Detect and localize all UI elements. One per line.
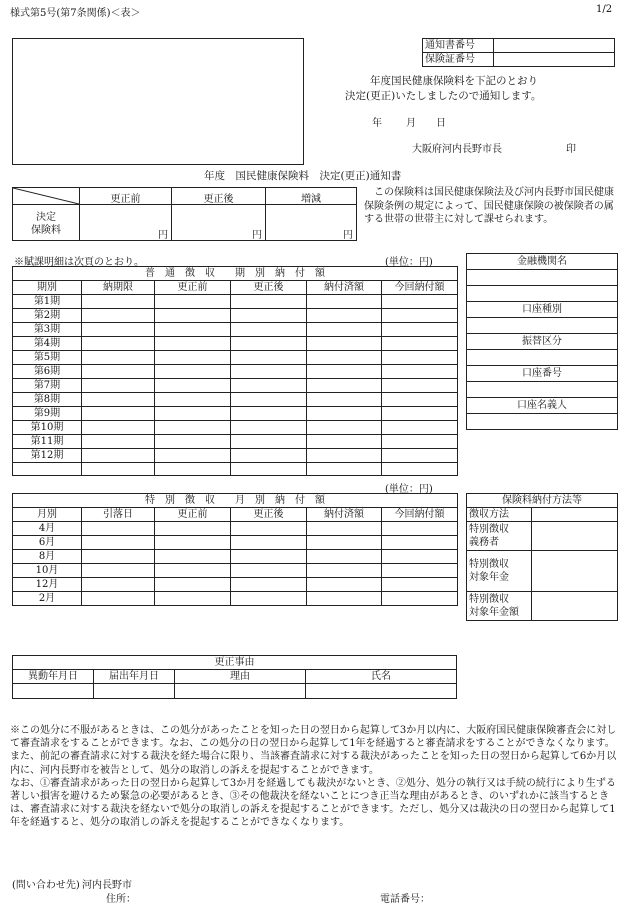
normal-cell (82, 379, 155, 393)
normal-cell (82, 407, 155, 421)
special-cell (307, 550, 382, 564)
special-row (13, 550, 458, 564)
contact-address-label: 住所： (106, 894, 136, 905)
explanation-text: この保険料は国民健康保険法及び河内長野市国民健康保険条例の規定によって、国民健康保険の被保険者の属する世帯の世帯主に対して課せられます。 (364, 187, 614, 225)
correction-title: 更正事由 (13, 656, 457, 670)
normal-cell (307, 337, 382, 351)
normal-header-before: 更正前 (155, 281, 231, 295)
insurance-number-label: 保険証番号 (423, 53, 494, 67)
normal-cell (307, 309, 382, 323)
summary-table (12, 187, 357, 241)
bank-name-value-2 (467, 286, 618, 302)
normal-header-due: 納期限 (82, 281, 155, 295)
contact-label: (問い合わせ先) (12, 880, 80, 891)
normal-cell (155, 463, 231, 476)
summary-header-after: 更正後 (203, 194, 234, 205)
appeal-paragraph-2: なお、①審査請求があった日の翌日から起算して3か月を経過しても裁決がないとき、②処分、処分の執行又は手続の続行により生ずる著しい損害を避けるため緊急の必要があるとき、③その他裁決を経ないことにつき正当な理由があるとき、のいずれかに該当するときは、審査請求に対する裁決を経ないで処分の取消しの訴えを提起することができます。ただし、処分又は裁決の日の翌日から起算して1年を経過すると、処分の取消しの訴えを提起することができなくなります。 (10, 777, 616, 829)
normal-cell (155, 421, 231, 435)
normal-cell (231, 379, 307, 393)
bank-account-number-label: 口座番号 (467, 366, 618, 382)
normal-period-label: 第1期 (13, 295, 82, 309)
special-header-before: 更正前 (155, 508, 231, 522)
issuer: 大阪府河内長野市長 (412, 144, 502, 155)
normal-cell (382, 323, 458, 337)
normal-cell (382, 421, 458, 435)
normal-row (13, 449, 458, 463)
bank-transfer-label: 振替区分 (467, 334, 618, 350)
normal-cell (231, 435, 307, 449)
special-cell (155, 564, 231, 578)
normal-cell (307, 365, 382, 379)
normal-cell (155, 435, 231, 449)
normal-row (13, 379, 458, 393)
normal-cell (382, 449, 458, 463)
date-year: 年 (372, 118, 382, 129)
summary-header-before: 更正前 (110, 194, 141, 205)
normal-period-label: 第8期 (13, 393, 82, 407)
normal-period-label: 第6期 (13, 365, 82, 379)
normal-row (13, 393, 458, 407)
normal-cell (382, 337, 458, 351)
payment-method-value-4 (532, 592, 618, 621)
payment-method-row-3: 特別徴収 対象年金 (467, 551, 532, 592)
special-cell (82, 522, 155, 536)
special-header-current: 今回納付額 (382, 508, 458, 522)
normal-cell (307, 449, 382, 463)
bank-table (466, 253, 618, 430)
special-period-label: 4月 (13, 522, 82, 536)
special-cell (155, 592, 231, 606)
special-cell (307, 578, 382, 592)
normal-title: 普 通 徴 収 期 別 納 付 額 (13, 267, 458, 281)
normal-period-label: 第3期 (13, 323, 82, 337)
payment-method-value-2 (532, 522, 618, 551)
normal-cell (155, 407, 231, 421)
bank-holder-label: 口座名義人 (467, 398, 618, 414)
special-cell (82, 592, 155, 606)
notice-number-label: 通知書番号 (423, 39, 494, 53)
payment-method-value-3 (532, 551, 618, 592)
correction-header-name: 氏名 (306, 670, 457, 684)
contact-org: 河内長野市 (82, 880, 132, 891)
summary-row-label-1: 決定 (36, 212, 56, 223)
normal-cell (82, 421, 155, 435)
normal-cell (382, 463, 458, 476)
special-row (13, 564, 458, 578)
normal-header-paid: 納付済額 (307, 281, 382, 295)
summary-unit-before: 円 (158, 230, 168, 241)
bank-account-number-value (467, 382, 618, 398)
special-row (13, 578, 458, 592)
intro-line-2: 決定(更正)いたしましたので通知します。 (345, 90, 542, 102)
special-period-label: 2月 (13, 592, 82, 606)
normal-period-label: 第4期 (13, 337, 82, 351)
normal-cell (382, 379, 458, 393)
payment-method-title: 保険料納付方法等 (467, 494, 618, 508)
normal-cell (307, 407, 382, 421)
normal-period-label: 第5期 (13, 351, 82, 365)
correction-cell-4 (306, 684, 457, 699)
special-cell (382, 550, 458, 564)
special-period-label: 8月 (13, 550, 82, 564)
payment-method-value-1 (532, 508, 618, 522)
normal-cell (231, 337, 307, 351)
normal-row (13, 421, 458, 435)
normal-cell (82, 393, 155, 407)
summary-row-label-2: 保険料 (31, 225, 61, 236)
normal-cell (231, 407, 307, 421)
correction-cell-1 (13, 684, 94, 699)
special-cell (155, 550, 231, 564)
special-header-debit: 引落日 (82, 508, 155, 522)
unit-label-special: (単位：円) (385, 484, 433, 495)
payment-method-row-1: 徴収方法 (467, 508, 532, 522)
normal-cell (155, 295, 231, 309)
detail-note: ※賦課明細は次頁のとおり。 (14, 257, 144, 268)
summary-header-diff: 増減 (301, 194, 321, 205)
normal-cell (231, 351, 307, 365)
special-cell (82, 578, 155, 592)
normal-cell (307, 323, 382, 337)
page-number: 1/2 (596, 4, 613, 15)
normal-cell (382, 393, 458, 407)
seal-mark: 印 (566, 144, 576, 155)
date-month: 月 (406, 118, 416, 129)
form-id: 様式第5号(第7条関係)＜表＞ (10, 8, 141, 19)
normal-period-label (13, 463, 82, 476)
normal-cell (231, 295, 307, 309)
unit-label-normal: (単位：円) (385, 257, 433, 268)
normal-cell (231, 393, 307, 407)
bank-name-value (467, 270, 618, 286)
special-cell (231, 592, 307, 606)
normal-cell (82, 351, 155, 365)
normal-row (13, 463, 458, 476)
special-cell (307, 522, 382, 536)
special-period-label: 10月 (13, 564, 82, 578)
normal-row (13, 323, 458, 337)
normal-cell (307, 393, 382, 407)
normal-row (13, 365, 458, 379)
normal-cell (155, 379, 231, 393)
normal-cell (155, 449, 231, 463)
special-cell (82, 550, 155, 564)
normal-cell (231, 449, 307, 463)
normal-row (13, 407, 458, 421)
normal-cell (155, 365, 231, 379)
special-cell (82, 536, 155, 550)
special-header-month: 月別 (13, 508, 82, 522)
normal-cell (307, 435, 382, 449)
normal-header-current: 今回納付額 (382, 281, 458, 295)
normal-row (13, 337, 458, 351)
correction-table (12, 655, 457, 699)
normal-cell (155, 337, 231, 351)
bank-account-type-label: 口座種別 (467, 302, 618, 318)
special-collection-table (12, 493, 458, 606)
normal-row (13, 295, 458, 309)
normal-period-label: 第10期 (13, 421, 82, 435)
payment-method-row-4: 特別徴収 対象年金額 (467, 592, 532, 621)
summary-unit-after: 円 (252, 230, 262, 241)
special-cell (82, 564, 155, 578)
special-header-paid: 納付済額 (307, 508, 382, 522)
special-row (13, 522, 458, 536)
normal-cell (231, 365, 307, 379)
normal-row (13, 351, 458, 365)
special-cell (382, 522, 458, 536)
normal-period-label: 第7期 (13, 379, 82, 393)
correction-header-change-date: 異動年月日 (13, 670, 94, 684)
address-window (12, 38, 304, 165)
special-cell (231, 564, 307, 578)
normal-cell (382, 365, 458, 379)
special-cell (382, 592, 458, 606)
normal-cell (82, 323, 155, 337)
insurance-number-value (494, 53, 615, 67)
bank-account-type-value (467, 318, 618, 334)
special-row (13, 536, 458, 550)
payment-method-row-2: 特別徴収 義務者 (467, 522, 532, 551)
notice-fields-table (422, 38, 615, 67)
normal-cell (382, 407, 458, 421)
special-cell (231, 550, 307, 564)
normal-cell (82, 337, 155, 351)
document-title: 年度 国民健康保険料 決定(更正)通知書 (204, 170, 402, 182)
normal-cell (82, 309, 155, 323)
special-cell (307, 536, 382, 550)
normal-cell (82, 365, 155, 379)
special-cell (155, 536, 231, 550)
normal-cell (82, 449, 155, 463)
normal-cell (382, 435, 458, 449)
special-cell (155, 578, 231, 592)
normal-cell (307, 463, 382, 476)
bank-title: 金融機関名 (467, 254, 618, 270)
special-cell (231, 578, 307, 592)
intro-line-1: 年度国民健康保険料を下記のとおり (370, 75, 538, 87)
normal-cell (231, 421, 307, 435)
normal-cell (82, 463, 155, 476)
normal-header-period: 期別 (13, 281, 82, 295)
correction-header-reason: 理由 (175, 670, 306, 684)
special-cell (231, 522, 307, 536)
bank-transfer-value (467, 350, 618, 366)
normal-cell (155, 393, 231, 407)
normal-cell (382, 309, 458, 323)
normal-cell (307, 421, 382, 435)
normal-cell (231, 323, 307, 337)
normal-cell (231, 463, 307, 476)
normal-period-label: 第2期 (13, 309, 82, 323)
correction-cell-2 (94, 684, 175, 699)
special-row (13, 592, 458, 606)
normal-collection-table (12, 266, 458, 476)
summary-unit-diff: 円 (343, 230, 353, 241)
normal-cell (155, 351, 231, 365)
normal-cell (82, 435, 155, 449)
special-cell (382, 564, 458, 578)
normal-row (13, 435, 458, 449)
special-cell (307, 564, 382, 578)
appeal-paragraph-1: ※この処分に不服があるときは、この処分があったことを知った日の翌日から起算して3か月以内に、大阪府国民健康保険審査会に対して審査請求をすることができます。なお、この処分の日の翌日から起算して1年を経過すると審査請求をすることができなくなります。また、前記の審査請求に対する裁決を経た場合に限り、当該審査請求に対する裁決があったことを知った日の翌日から起算して6か月以内に、河内長野市を被告として、処分の取消しの訴えを提起することができます。 (10, 725, 617, 776)
special-period-label: 6月 (13, 536, 82, 550)
normal-cell (307, 295, 382, 309)
correction-header-report-date: 届出年月日 (94, 670, 175, 684)
date-day: 日 (436, 118, 446, 129)
bank-holder-value (467, 414, 618, 430)
diagonal-line (13, 188, 79, 204)
special-cell (307, 592, 382, 606)
special-title: 特 別 徴 収 月 別 納 付 額 (13, 494, 458, 508)
normal-cell (382, 351, 458, 365)
normal-period-label: 第11期 (13, 435, 82, 449)
normal-cell (307, 351, 382, 365)
special-cell (382, 536, 458, 550)
payment-method-table (466, 493, 618, 621)
normal-cell (231, 309, 307, 323)
special-cell (382, 578, 458, 592)
contact-phone-label: 電話番号： (380, 894, 430, 905)
normal-cell (155, 323, 231, 337)
normal-row (13, 309, 458, 323)
appeal-notice (10, 724, 620, 830)
correction-cell-3 (175, 684, 306, 699)
normal-cell (382, 295, 458, 309)
notice-number-value (494, 39, 615, 53)
normal-cell (307, 379, 382, 393)
normal-cell (82, 295, 155, 309)
normal-period-label: 第9期 (13, 407, 82, 421)
special-period-label: 12月 (13, 578, 82, 592)
special-cell (231, 536, 307, 550)
special-cell (155, 522, 231, 536)
special-header-after: 更正後 (231, 508, 307, 522)
normal-header-after: 更正後 (231, 281, 307, 295)
normal-period-label: 第12期 (13, 449, 82, 463)
normal-cell (155, 309, 231, 323)
